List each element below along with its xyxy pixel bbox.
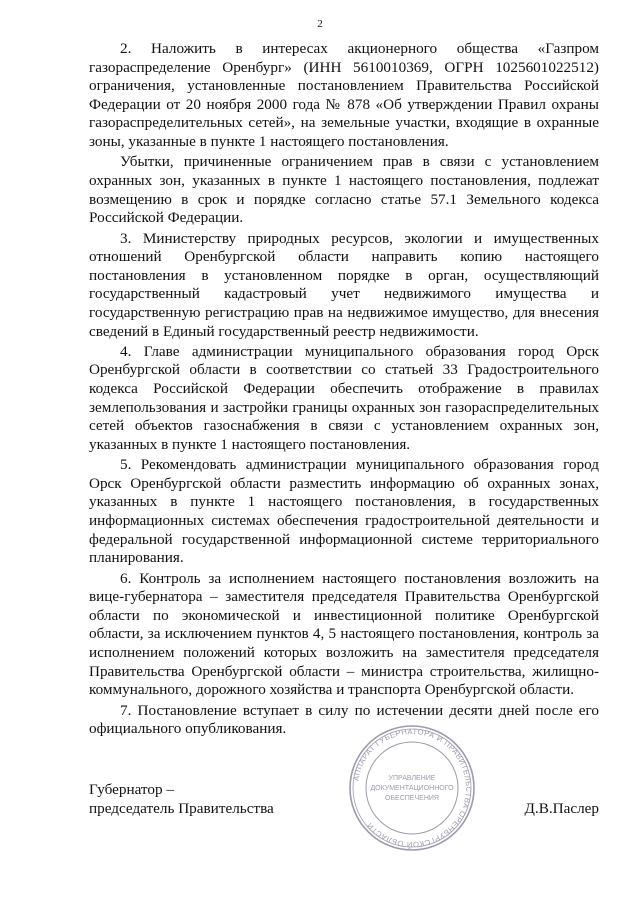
signer-title-line1: Губернатор – [89, 781, 174, 798]
paragraph-damages: Убытки, причиненные ограничением прав в связи с установлением охранных зон, указанных в пункте 1 настоящего постановления, подлежат возмещению в срок и порядке согласно статье 57.1 Земельного кодекса Российской Федерации. [89, 153, 599, 227]
paragraph-item-5: 5. Рекомендовать администрации муниципального образования город Орск Оренбургской области разместить информацию об охранных зонах, указанных в пункте 1 настоящего постановления, в государственных информационных системах обеспечения градостроительной деятельности и федеральной государственной информационной системе территориального планирования. [89, 456, 599, 567]
svg-text:АППАРАТ ГУБЕРНАТОРА И ПРАВИТЕЛ: АППАРАТ ГУБЕРНАТОРА И ПРАВИТЕЛЬСТВА ОРЕНБУРГСКОЙ ОБЛАСТИ [351, 726, 474, 850]
paragraph-item-6: 6. Контроль за исполнением настоящего постановления возложить на вице-губернатора – заместителя председателя Правительства Оренбургской области по экономической и инвестиционной политике Оренбургской области, за исключением пунктов 4, 5 настоящего постановления, контроль за исполнением положений которых возложить на заместителя председателя Правительства Оренбургской области – министра строительства, жилищно-коммунального, дорожного хозяйства и транспорта Оренбургской области. [89, 569, 599, 699]
document-body [89, 40, 599, 741]
paragraph-item-2: 2. Наложить в интересах акционерного общества «Газпром газораспределение Оренбург» (ИНН 5610010369, ОГРН 1025601022512) ограничения, установленные постановлением Правительства Российской Федерации от 20 ноября 2000 года № 878 «Об утверждении Правил охраны газораспределительных сетей», на земельные участки, входящие в охранные зоны, указанные в пункте 1 настоящего постановления. [89, 40, 599, 150]
paragraph-item-3: 3. Министерству природных ресурсов, экологии и имущественных отношений Оренбургской области направить копию настоящего постановления в установленном порядке в орган, осуществляющий государственный кадастровый учет недвижимого имущества и государственную регистрацию прав на недвижимое имущество, для внесения сведений в Единый государственный реестр недвижимости. [89, 229, 599, 340]
official-seal-stamp [347, 723, 477, 853]
svg-text:УПРАВЛЕНИЕ: УПРАВЛЕНИЕ [388, 775, 436, 782]
svg-text:ДОКУМЕНТАЦИОННОГО: ДОКУМЕНТАЦИОННОГО [370, 785, 454, 792]
svg-text:ОБЕСПЕЧЕНИЯ: ОБЕСПЕЧЕНИЯ [385, 795, 439, 802]
signer-name: Д.В.Паслер [524, 800, 599, 817]
signer-title-line2: председатель Правительства [89, 800, 274, 817]
page-number: 2 [317, 18, 323, 30]
paragraph-item-7: 7. Постановление вступает в силу по истечении десяти дней после его официального опубликования. [89, 701, 599, 738]
paragraph-item-4: 4. Главе администрации муниципального образования город Орск Оренбургской области в соответствии со статьей 33 Градостроительного кодекса Российской Федерации обеспечить отображение в правилах землепользования и застройки границы охранных зон газораспределительных сетей объектов газоснабжения в связи с установлением охранных зон, указанных в пункте 1 настоящего постановления. [89, 342, 599, 453]
signature-block [89, 780, 274, 818]
